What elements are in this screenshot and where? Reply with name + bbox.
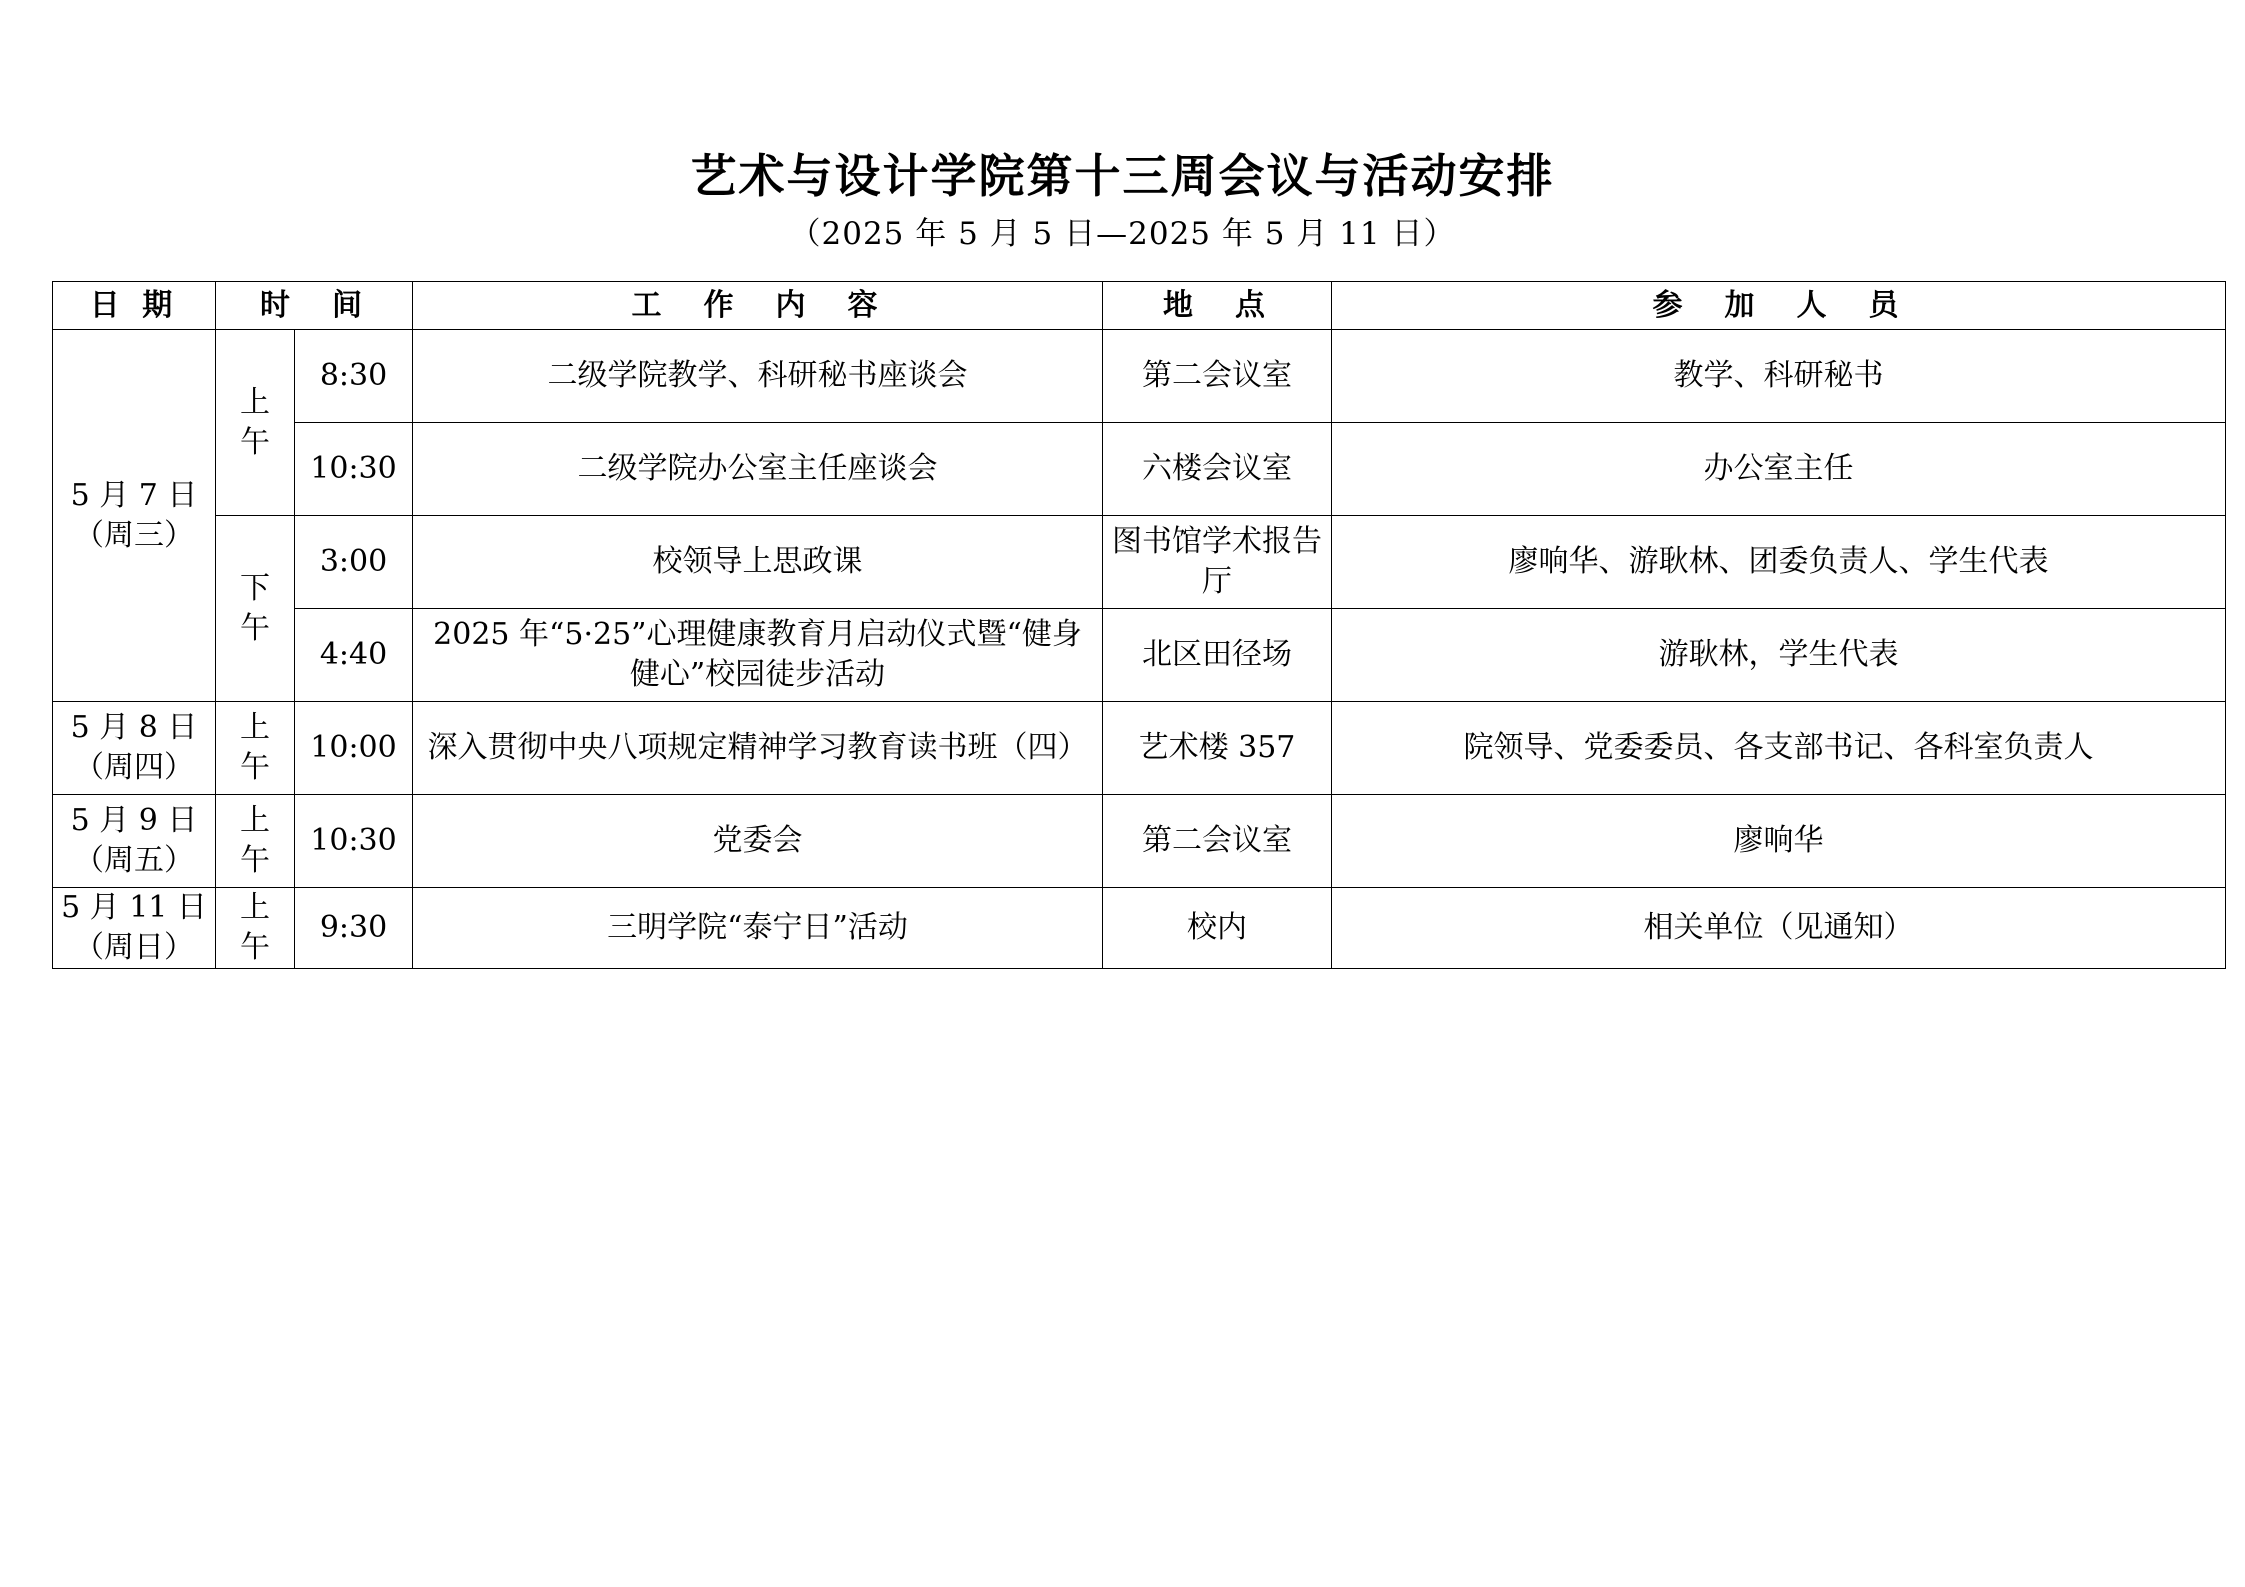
people-cell: 院领导、党委委员、各支部书记、各科室负责人 — [1332, 702, 2226, 795]
people-cell: 办公室主任 — [1332, 423, 2226, 516]
place-cell: 校内 — [1103, 888, 1332, 969]
table-row — [53, 516, 2226, 609]
table-row — [53, 702, 2226, 795]
place-cell: 第二会议室 — [1103, 795, 1332, 888]
time-cell: 10:00 — [295, 702, 413, 795]
date-cell — [53, 702, 216, 795]
table-row — [53, 330, 2226, 423]
period-cell-am: 上午 — [216, 702, 295, 795]
time-cell: 8:30 — [295, 330, 413, 423]
date-label: 5 月 11 日 — [61, 890, 207, 925]
weekday-label: （周四） — [74, 750, 194, 785]
place-cell: 艺术楼 357 — [1103, 702, 1332, 795]
people-cell: 相关单位（见通知） — [1332, 888, 2226, 969]
place-cell: 六楼会议室 — [1103, 423, 1332, 516]
header-date: 日 期 — [53, 282, 216, 330]
period-cell-am: 上午 — [216, 888, 295, 969]
date-label: 5 月 9 日 — [70, 803, 198, 838]
people-cell: 廖响华、游耿林、团委负责人、学生代表 — [1332, 516, 2226, 609]
content-cell: 二级学院办公室主任座谈会 — [413, 423, 1103, 516]
header-time: 时 间 — [216, 282, 413, 330]
time-cell: 10:30 — [295, 423, 413, 516]
weekday-label: （周日） — [74, 930, 194, 965]
content-cell: 二级学院教学、科研秘书座谈会 — [413, 330, 1103, 423]
date-cell — [53, 888, 216, 969]
people-cell: 游耿林，学生代表 — [1332, 609, 2226, 702]
period-cell-am: 上午 — [216, 330, 295, 516]
weekday-label: （周三） — [74, 517, 194, 553]
document-date-range: （2025 年 5 月 5 日—2025 年 5 月 11 日） — [789, 216, 1456, 252]
content-cell: 三明学院“泰宁日”活动 — [413, 888, 1103, 969]
time-cell: 3:00 — [295, 516, 413, 609]
content-cell: 校领导上思政课 — [413, 516, 1103, 609]
header-content: 工 作 内 容 — [413, 282, 1103, 330]
table-row — [53, 795, 2226, 888]
period-cell-pm: 下午 — [216, 516, 295, 702]
date-cell — [53, 795, 216, 888]
header-people: 参 加 人 员 — [1332, 282, 2226, 330]
content-cell: 党委会 — [413, 795, 1103, 888]
document-title: 艺术与设计学院第十三周会议与活动安排 — [690, 149, 1555, 203]
place-cell: 图书馆学术报告厅 — [1103, 516, 1332, 609]
time-cell: 4:40 — [295, 609, 413, 702]
date-label: 5 月 7 日 — [70, 477, 198, 513]
date-cell — [53, 330, 216, 702]
time-cell: 10:30 — [295, 795, 413, 888]
schedule-table — [52, 281, 2226, 969]
table-header-row — [53, 282, 2226, 330]
people-cell: 廖响华 — [1332, 795, 2226, 888]
table-row — [53, 609, 2226, 702]
table-row — [53, 888, 2226, 969]
weekday-label: （周五） — [74, 843, 194, 878]
date-label: 5 月 8 日 — [70, 710, 198, 745]
people-cell: 教学、科研秘书 — [1332, 330, 2226, 423]
header-place: 地 点 — [1103, 282, 1332, 330]
period-cell-am: 上午 — [216, 795, 295, 888]
content-cell: 2025 年“5·25”心理健康教育月启动仪式暨“健身健心”校园徒步活动 — [413, 609, 1103, 702]
table-row — [53, 423, 2226, 516]
place-cell: 第二会议室 — [1103, 330, 1332, 423]
time-cell: 9:30 — [295, 888, 413, 969]
place-cell: 北区田径场 — [1103, 609, 1332, 702]
content-cell: 深入贯彻中央八项规定精神学习教育读书班（四） — [413, 702, 1103, 795]
